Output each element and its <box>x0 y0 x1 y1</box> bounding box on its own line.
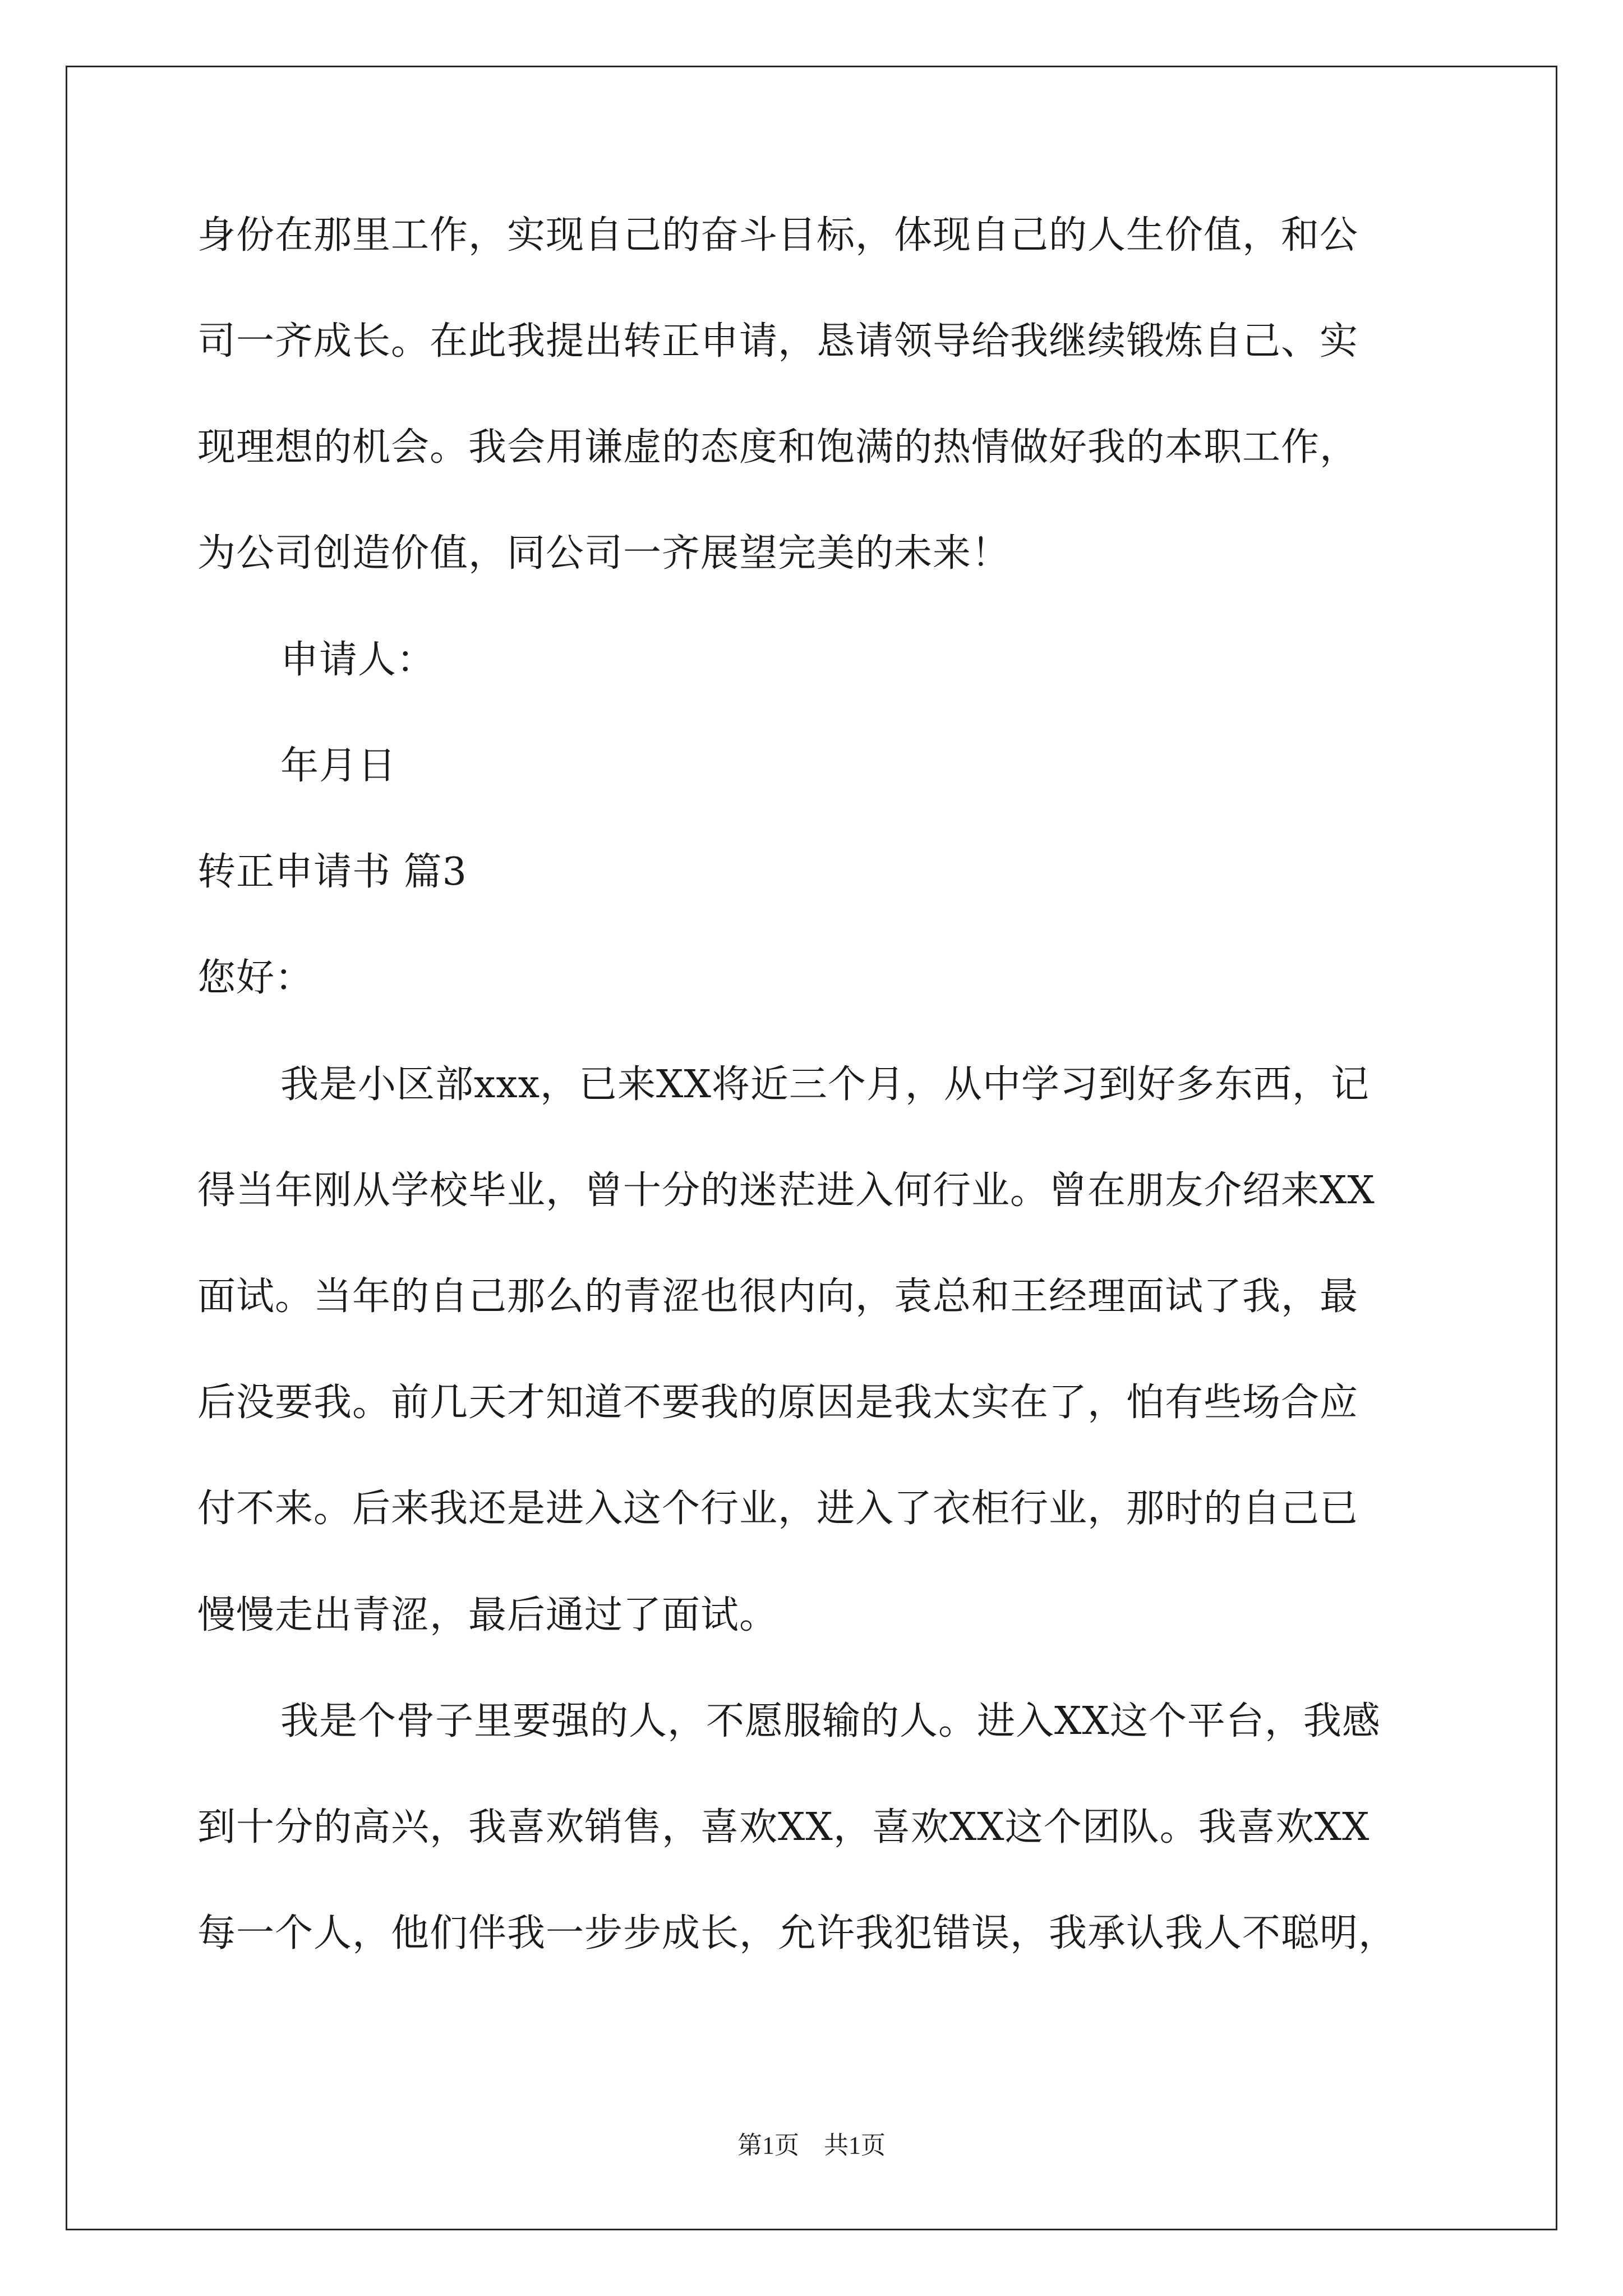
greeting: 您好： <box>197 956 314 1000</box>
paragraph-line: 到十分的高兴，我喜欢销售，喜欢XX，喜欢XX这个团队。我喜欢XX <box>197 1805 1370 1849</box>
paragraph-line: 慢慢走出青涩，最后通过了面试。 <box>197 1593 778 1637</box>
paragraph-line: 身份在那里工作，实现自己的奋斗目标，体现自己的人生价值，和公 <box>197 213 1359 257</box>
page-number-footer: 第1页 共1页 <box>737 2132 886 2159</box>
paragraph-line: 每一个人，他们伴我一步步成长，允许我犯错误，我承认我人不聪明， <box>197 1911 1398 1955</box>
date-label: 年月日 <box>280 744 397 788</box>
page-border <box>66 66 1557 2230</box>
paragraph-line: 司一齐成长。在此我提出转正申请，恳请领导给我继续锻炼自己、实 <box>197 319 1359 364</box>
paragraph-line: 我是小区部xxx，已来XX将近三个月，从中学习到好多东西，记 <box>280 1062 1370 1107</box>
section-heading: 转正申请书 篇3 <box>197 850 467 894</box>
paragraph-line: 为公司创造价值，同公司一齐展望完美的未来！ <box>197 531 1011 576</box>
signature-label: 申请人： <box>280 638 436 682</box>
paragraph-line: 得当年刚从学校毕业，曾十分的迷茫进入何行业。曾在朋友介绍来XX <box>197 1168 1375 1213</box>
paragraph-line: 我是个骨子里要强的人，不愿服输的人。进入XX这个平台，我感 <box>280 1699 1381 1743</box>
paragraph-line: 后没要我。前几天才知道不要我的原因是我太实在了，怕有些场合应 <box>197 1381 1359 1425</box>
paragraph-line: 面试。当年的自己那么的青涩也很内向，袁总和王经理面试了我，最 <box>197 1274 1359 1319</box>
paragraph-line: 现理想的机会。我会用谦虚的态度和饱满的热情做好我的本职工作， <box>197 425 1359 470</box>
paragraph-line: 付不来。后来我还是进入这个行业，进入了衣柜行业，那时的自己已 <box>197 1487 1359 1531</box>
